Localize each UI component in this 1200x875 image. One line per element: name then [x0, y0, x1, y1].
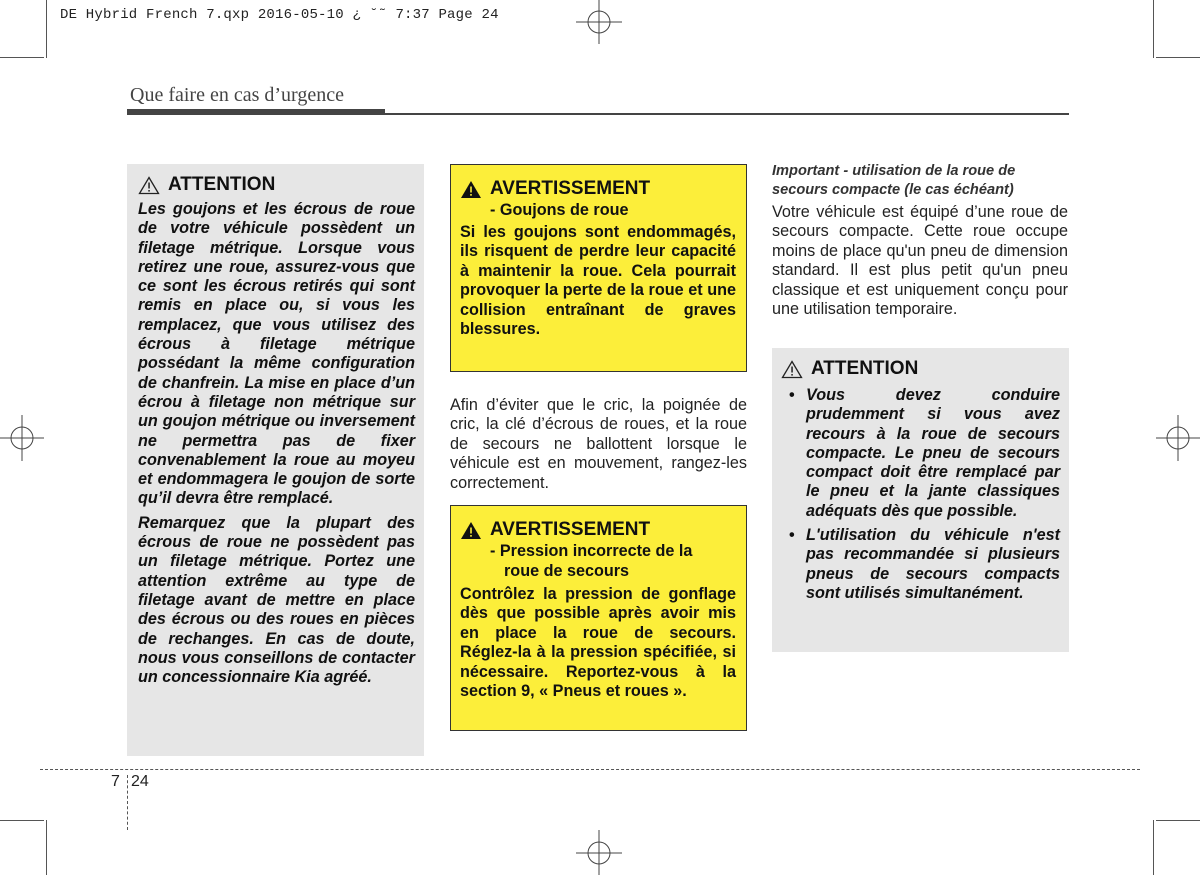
important-paragraph: Votre véhicule est équipé d’une roue de secours compacte. Cette roue occupe moins de place qu'un pneu de dimension standard. Il est plus petit qu'un pneu classique et est uniquement conçu pour une utilisation temporaire.: [772, 203, 1068, 319]
header-rule: [385, 113, 1069, 115]
warning-body: Si les goujons sont endommagés, ils risquent de perdre leur capacité à maintenir la roue. Cela pourrait provoquer la perte de la roue et une collision entraînant de graves blessures.: [460, 223, 736, 339]
page-number: 24: [131, 773, 149, 790]
crop-mark: [1156, 57, 1200, 58]
registration-mark-icon: [576, 830, 622, 875]
slug-line: DE Hybrid French 7.qxp 2016-05-10 ¿ ˘˜ 7:37 Page 24: [60, 7, 499, 23]
registration-mark-icon: [1156, 415, 1200, 461]
warning-title: [460, 178, 736, 200]
attention-title-text: ATTENTION: [168, 174, 276, 195]
registration-mark-icon: [576, 0, 622, 46]
attention-title-text: ATTENTION: [811, 358, 919, 379]
warning-subtitle: - Pression incorrecte de la: [490, 542, 693, 560]
crop-mark: [0, 820, 44, 821]
crop-mark: [1153, 820, 1154, 875]
registration-mark-icon: [0, 415, 44, 461]
warning-triangle-filled-icon: [460, 180, 482, 199]
warning-title-text: AVERTISSEMENT: [490, 178, 651, 199]
warning-body: Contrôlez la pression de gonflage dès que possible après avoir mis en place la roue de secours. Réglez-la à la pression spécifiée, si nécessaire. Reportez-vous à la section 9, « Pneus et roues ».: [460, 585, 736, 701]
list-item: • Vous devez conduire prudemment si vous avez recours à la roue de secours compacte. Le pneu de secours compact doit être remplacé par le pneu et la jante classiques adéquats dès que possible.: [781, 386, 1060, 521]
list-item: • L'utilisation du véhicule n'est pas recommandée si plusieurs pneus de secours compacts sont utilisés simultanément.: [781, 526, 1060, 603]
attention-title: [138, 174, 415, 196]
warning-triangle-outline-icon: [781, 360, 803, 379]
crop-mark: [46, 820, 47, 875]
attention-box-right: [772, 348, 1069, 652]
attention-bullet-list: [781, 386, 1060, 603]
attention-title: [781, 358, 1060, 380]
footer-rule: [40, 769, 1140, 770]
warning-subtitle: - Goujons de roue: [490, 201, 629, 219]
crop-mark: [0, 57, 44, 58]
warning-box-wheel-studs: [450, 164, 747, 372]
attention-box-left: [127, 164, 424, 756]
storage-paragraph: Afin d’éviter que le cric, la poignée de cric, la clé d’écrous de roues, et la roue de secours ne ballottent lorsque le véhicule est en mouvement, rangez-les correctement.: [450, 396, 747, 492]
crop-mark: [1156, 820, 1200, 821]
warning-triangle-filled-icon: [460, 521, 482, 540]
attention-paragraph: Les goujons et les écrous de roue de votre véhicule possèdent un filetage métrique. Lorsque vous retirez une roue, assurez-vous que ce sont les écrous retirés qui sont remis en place ou, si vous les remplacez, que vous utilisez des écrous à filetage métrique possédant la même configuration de chanfrein. La mise en place d’un écrou à filetage non métrique sur un goujon métrique ou inversement ne permettra pas de fixer convenablement la roue au moyeu et endommagera le goujon de sorte qu’il devra être remplacé.: [138, 200, 415, 508]
footer-divider: [127, 775, 128, 830]
warning-title: [460, 519, 736, 541]
crop-mark: [1153, 0, 1154, 58]
warning-triangle-outline-icon: [138, 176, 160, 195]
page-section-title: Que faire en cas d’urgence: [130, 84, 344, 106]
attention-paragraph: Remarquez que la plupart des écrous de roue ne possèdent pas un filetage métrique. Portez une attention extrême au type de filetage avant de mettre en place des écrous ou des roues en pièces de rechanges. En cas de doute, nous vous conseillons de contacter un concessionnaire Kia agréé.: [138, 513, 415, 687]
important-heading: Important - utilisation de la roue de secours compacte (le cas échéant): [772, 163, 1016, 198]
warning-box-spare-pressure: [450, 505, 747, 731]
warning-subtitle: roue de secours: [504, 562, 630, 580]
chapter-number: 7: [111, 773, 120, 790]
crop-mark: [46, 0, 47, 58]
warning-title-text: AVERTISSEMENT: [490, 519, 651, 540]
header-rule: [127, 109, 385, 115]
